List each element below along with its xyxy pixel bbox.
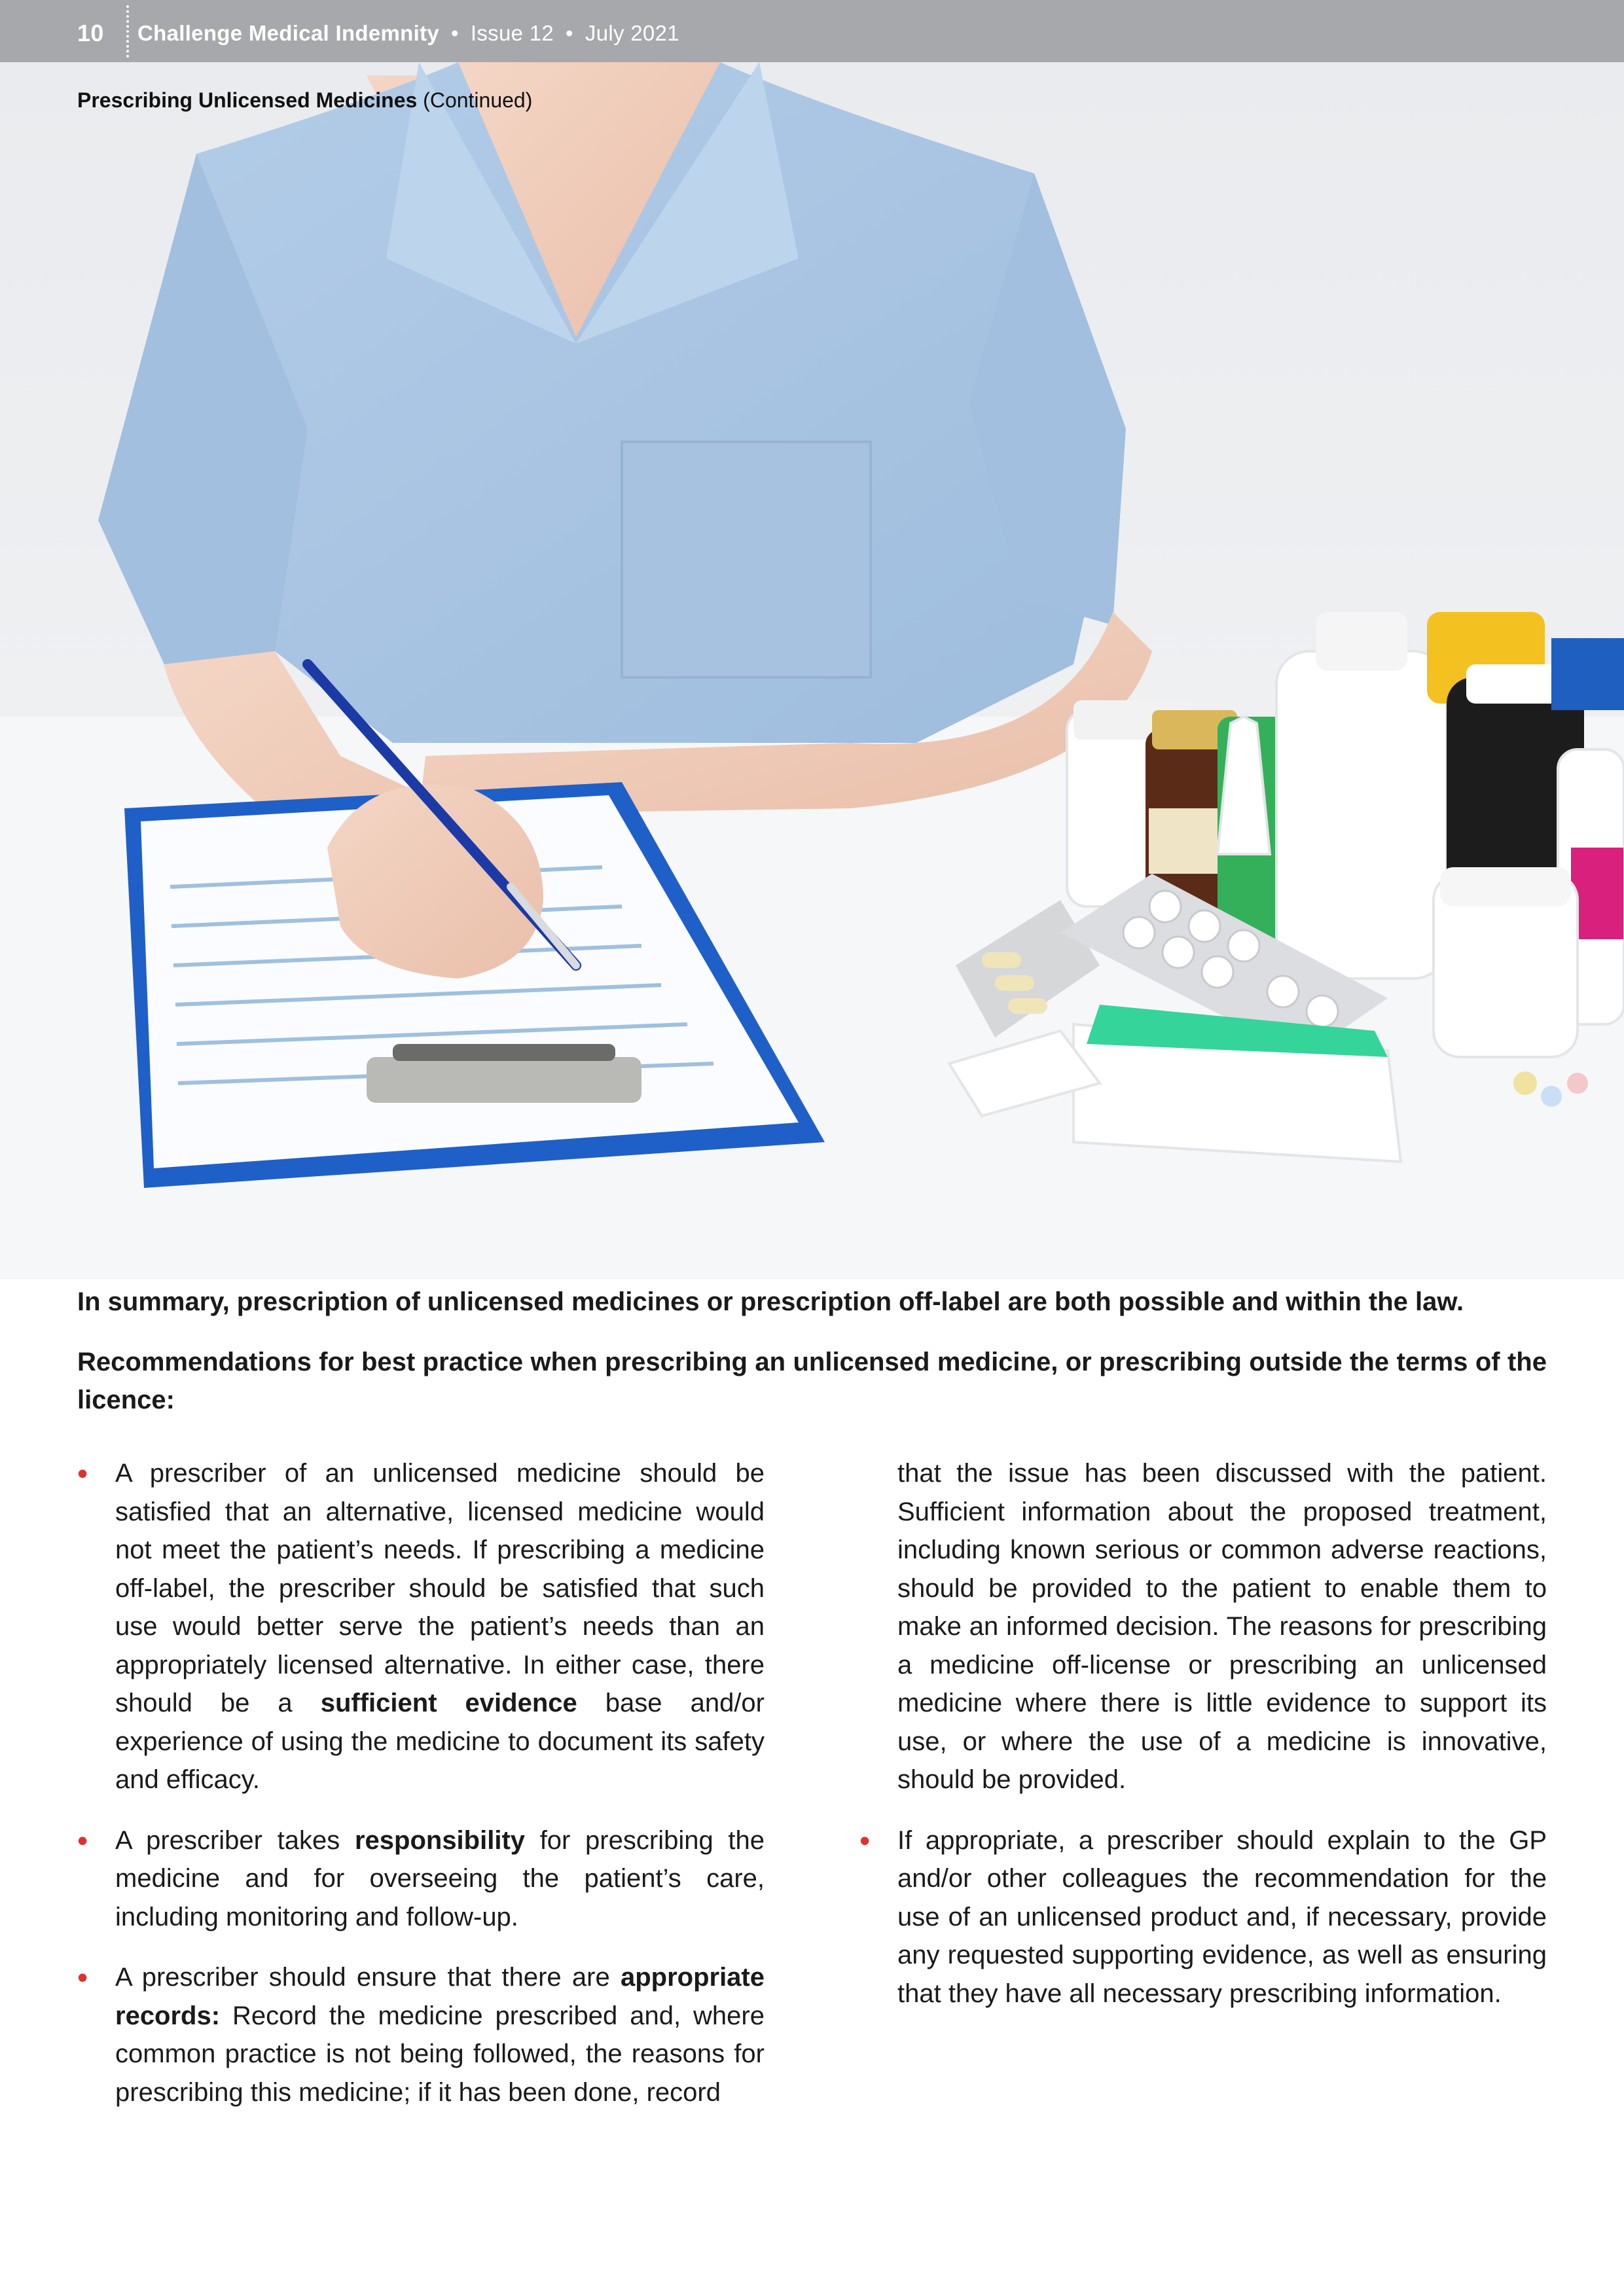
header-divider: [126, 5, 129, 58]
doctor-prescribing-illustration: [0, 62, 1624, 1280]
issue-number: Issue 12: [470, 21, 554, 45]
bullet-emphasis: appropriate records:: [115, 1963, 765, 2030]
section-label: [77, 88, 532, 113]
header-publication-line: [137, 21, 679, 46]
header-dot: •: [451, 21, 459, 45]
left-column: [77, 1454, 765, 2134]
bullet-text: A prescriber takes: [115, 1825, 355, 1855]
bullet-marker: •: [77, 1823, 88, 1857]
recommendations-heading: Recommendations for best practice when prescribing an unlicensed medicine, or prescribing outside the terms of the licence:: [77, 1348, 1547, 1414]
section-suffix: (Continued): [423, 88, 533, 112]
page-number: 10: [77, 20, 104, 46]
list-item: [77, 1821, 765, 1937]
bullet-text: Record the medicine prescribed and, where common practice is not being followed, the reasons for prescribing this medicine; if it has been done, record: [115, 2001, 765, 2107]
right-column: [859, 1454, 1547, 2035]
issue-date: July 2021: [585, 21, 679, 45]
bullet-text: base and/or experience of using the medicine to document its safety and efficacy.: [115, 1689, 765, 1794]
hero-photo: [0, 62, 1624, 1280]
bullet-marker: •: [77, 1960, 88, 1994]
bullet-text: A prescriber of an unlicensed medicine should be satisfied that an alternative, licensed medicine would not meet the patient’s needs. If prescribing a medicine off-label, the prescriber should be satisfied that such use would better serve the patient’s needs than an appropriately licensed alternative. In either case, there should be a: [115, 1459, 765, 1717]
bullet-text: for prescribing the medicine and for overseeing the patient’s care, including monitoring and follow-up.: [115, 1825, 765, 1931]
bullet-marker: •: [859, 1823, 871, 1857]
bullet-emphasis: sufficient evidence: [320, 1689, 577, 1717]
bullet-emphasis: responsibility: [354, 1825, 526, 1855]
bullet-text: If appropriate, a prescriber should explain to the GP and/or other colleagues the recommendation for the use of an unlicensed product and, if necessary, provide any requested supporting evidence, as well as ensuring that they have all necessary prescribing information.: [897, 1825, 1547, 2008]
publication-name: Challenge Medical Indemnity: [137, 21, 440, 45]
header-dot: •: [566, 21, 573, 45]
clipboard-clip: [367, 1057, 641, 1103]
bullet-marker: •: [77, 1456, 88, 1490]
list-item: [859, 1821, 1547, 2013]
bullet-text: A prescriber should ensure that there are: [115, 1963, 621, 1992]
summary-statement: In summary, prescription of unlicensed medicines or prescription off-label are both possible and within the law.: [77, 1287, 1464, 1316]
bullet-continuation: that the issue has been discussed with the patient. Sufficient information about the proposed treatment, including known serious or common adverse reactions, should be provided to the patient to enable them to make an informed decision. The reasons for prescribing a medicine off-license or prescribing an unlicensed medicine where there is little evidence to support its use, or where the use of a medicine is innovative, should be provided.: [897, 1459, 1547, 1794]
list-item: [77, 1454, 765, 1799]
section-title: Prescribing Unlicensed Medicines: [77, 88, 418, 112]
list-item: [77, 1958, 765, 2111]
header-bar: [0, 0, 1624, 62]
